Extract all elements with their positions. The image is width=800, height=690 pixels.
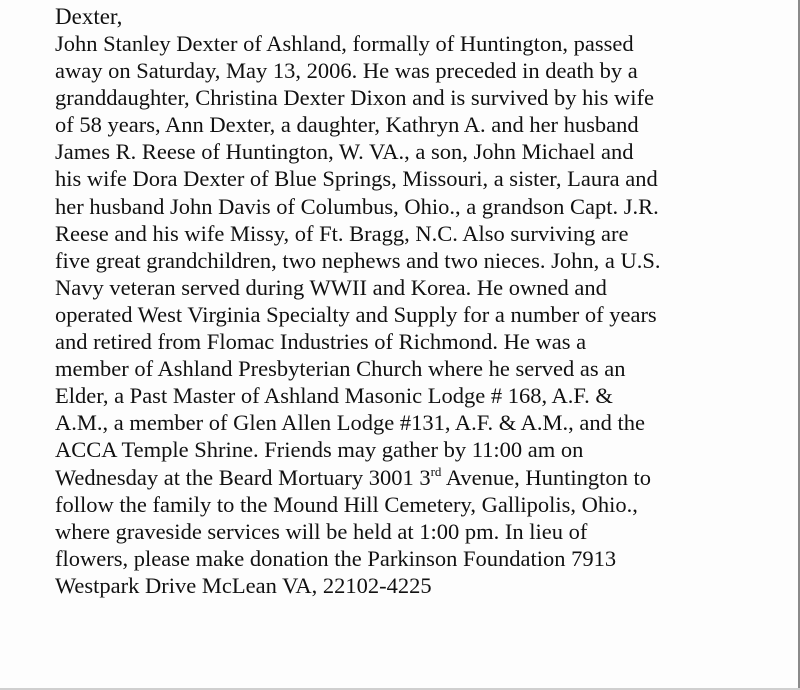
text-segment: Wednesday at the Beard Mortuary 3001 3 xyxy=(55,464,431,490)
text-line: Reese and his wife Missy, of Ft. Bragg, N.C. Also surviving are xyxy=(55,220,629,246)
obituary-heading: Dexter, xyxy=(55,4,123,29)
text-line: follow the family to the Mound Hill Cemetery, Gallipolis, Ohio., xyxy=(55,491,638,517)
text-segment: Avenue, Huntington to xyxy=(441,464,652,490)
text-line: Westpark Drive McLean VA, 22102-4225 xyxy=(55,572,432,598)
text-line: granddaughter, Christina Dexter Dixon and is survived by his wife xyxy=(55,85,654,111)
text-line: member of Ashland Presbyterian Church where he served as an xyxy=(55,356,626,382)
text-line: Elder, a Past Master of Ashland Masonic Lodge # 168, A.F. & xyxy=(55,383,613,409)
text-line: Navy veteran served during WWII and Korea. He owned and xyxy=(55,274,607,300)
text-line: operated West Virginia Specialty and Supply for a number of years xyxy=(55,301,657,327)
text-line: John Stanley Dexter of Ashland, formally of Huntington, passed xyxy=(55,31,634,56)
ordinal-superscript: rd xyxy=(430,463,442,479)
text-line: ACCA Temple Shrine. Friends may gather by 11:00 am on xyxy=(55,437,584,463)
obituary-body xyxy=(55,30,785,599)
text-line: flowers, please make donation the Parkinson Foundation 7913 xyxy=(55,545,617,571)
text-line: of 58 years, Ann Dexter, a daughter, Kathryn A. and her husband xyxy=(55,112,639,138)
text-line-with-superscript xyxy=(55,464,785,491)
text-line: and retired from Flomac Industries of Richmond. He was a xyxy=(55,329,587,355)
text-line: his wife Dora Dexter of Blue Springs, Missouri, a sister, Laura and xyxy=(55,166,658,192)
text-line: five great grandchildren, two nephews and two nieces. John, a U.S. xyxy=(55,247,661,273)
text-line: where graveside services will be held at 1:00 pm. In lieu of xyxy=(55,518,588,544)
text-line: James R. Reese of Huntington, W. VA., a son, John Michael and xyxy=(55,139,634,165)
text-line: A.M., a member of Glen Allen Lodge #131, A.F. & A.M., and the xyxy=(55,410,645,436)
text-line: her husband John Davis of Columbus, Ohio., a grandson Capt. J.R. xyxy=(55,193,659,219)
text-line: away on Saturday, May 13, 2006. He was preceded in death by a xyxy=(55,58,638,84)
